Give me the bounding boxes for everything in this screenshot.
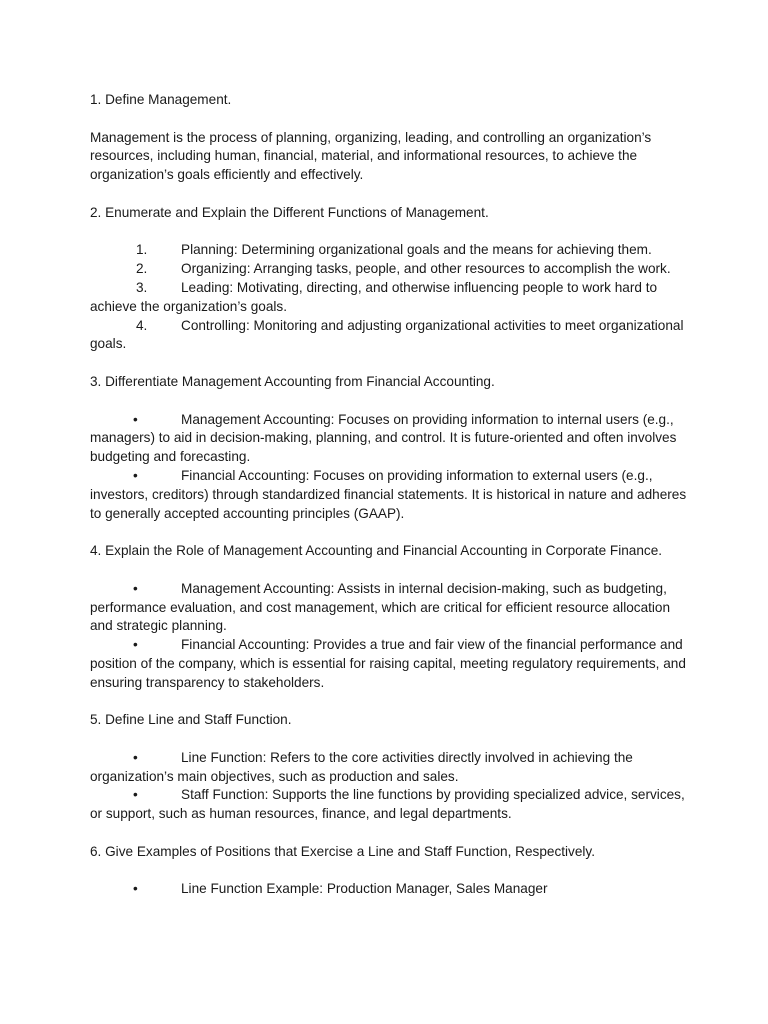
list-item [90,260,690,279]
list-item-text: Planning: Determining organizational goals and the means for achieving them. [181,242,652,258]
bullet-marker: • [133,637,138,653]
list-item-text: Financial Accounting: Focuses on providing information to external users (e.g., investors, creditors) through standardized financial statements. It is historical in nature and adheres to generally accepted accounting principles (GAAP). [90,467,687,521]
question-1-heading: 1. Define Management. [90,92,232,107]
spacer [90,693,690,712]
spacer [90,730,690,749]
spacer [90,110,690,129]
list-marker: 1. [136,242,148,258]
list-item [90,279,690,317]
spacer [90,223,690,242]
list-marker: 3. [136,279,148,295]
list-item-text: Line Function: Refers to the core activities directly involved in achieving the organization’s main objectives, such as production and sales. [90,749,633,784]
list-item-text: Line Function Example: Production Manager, Sales Manager [181,881,548,897]
spacer [90,561,690,580]
question-1-answer: Management is the process of planning, organizing, leading, and controlling an organization’s resources, including human, financial, material, and informational resources, to achieve the organization’s goals efficiently and effectively. [90,129,652,183]
spacer [90,392,690,411]
spacer [90,862,690,881]
question-6-heading: 6. Give Examples of Positions that Exercise a Line and Staff Function, Respectively. [90,843,595,859]
list-marker: 4. [136,317,148,333]
bullet-marker: • [133,467,138,483]
question-4-heading: 4. Explain the Role of Management Accounting and Financial Accounting in Corporate Finance. [90,543,663,559]
list-item-text: Leading: Motivating, directing, and otherwise influencing people to work hard to achieve the organization’s goals. [90,279,658,314]
list-item [90,317,690,355]
list-item-text: Controlling: Monitoring and adjusting organizational activities to meet organizational goals. [90,317,684,352]
list-item-text: Management Accounting: Focuses on providing information to internal users (e.g., managers) to aid in decision-making, planning, and control. It is future-oriented and often involves budgeting and forecasting. [90,411,677,465]
bullet-marker: • [133,411,138,427]
spacer [90,354,690,373]
list-item-text: Financial Accounting: Provides a true and fair view of the financial performance and position of the company, which is essential for raising capital, meeting regulatory requirements, and ensuring transparency to stakeholders. [90,637,686,690]
spacer [90,824,690,843]
list-marker: 2. [136,261,148,277]
list-item [90,636,690,692]
question-5-heading: 5. Define Line and Staff Function. [90,712,292,728]
question-2-heading: 2. Enumerate and Explain the Different Functions of Management. [90,204,489,220]
list-item [90,749,690,787]
list-item-text: Staff Function: Supports the line functions by providing specialized advice, services, or support, such as human resources, finance, and legal departments. [90,787,685,822]
list-item-text: Organizing: Arranging tasks, people, and other resources to accomplish the work. [181,261,671,277]
spacer [90,185,690,204]
question-3-heading: 3. Differentiate Management Accounting from Financial Accounting. [90,373,495,389]
list-item [90,467,690,523]
list-item [90,411,690,467]
list-item [90,880,690,899]
list-item [90,241,690,260]
spacer [90,523,690,542]
document-body [90,91,690,899]
bullet-marker: • [133,580,138,596]
list-item [90,786,690,824]
bullet-marker: • [133,881,138,897]
bullet-marker: • [133,749,138,765]
list-item-text: Management Accounting: Assists in internal decision-making, such as budgeting, performance evaluation, and cost management, which are critical for efficient resource allocation and strategic planning. [90,580,671,634]
bullet-marker: • [133,787,138,803]
list-item [90,580,690,636]
